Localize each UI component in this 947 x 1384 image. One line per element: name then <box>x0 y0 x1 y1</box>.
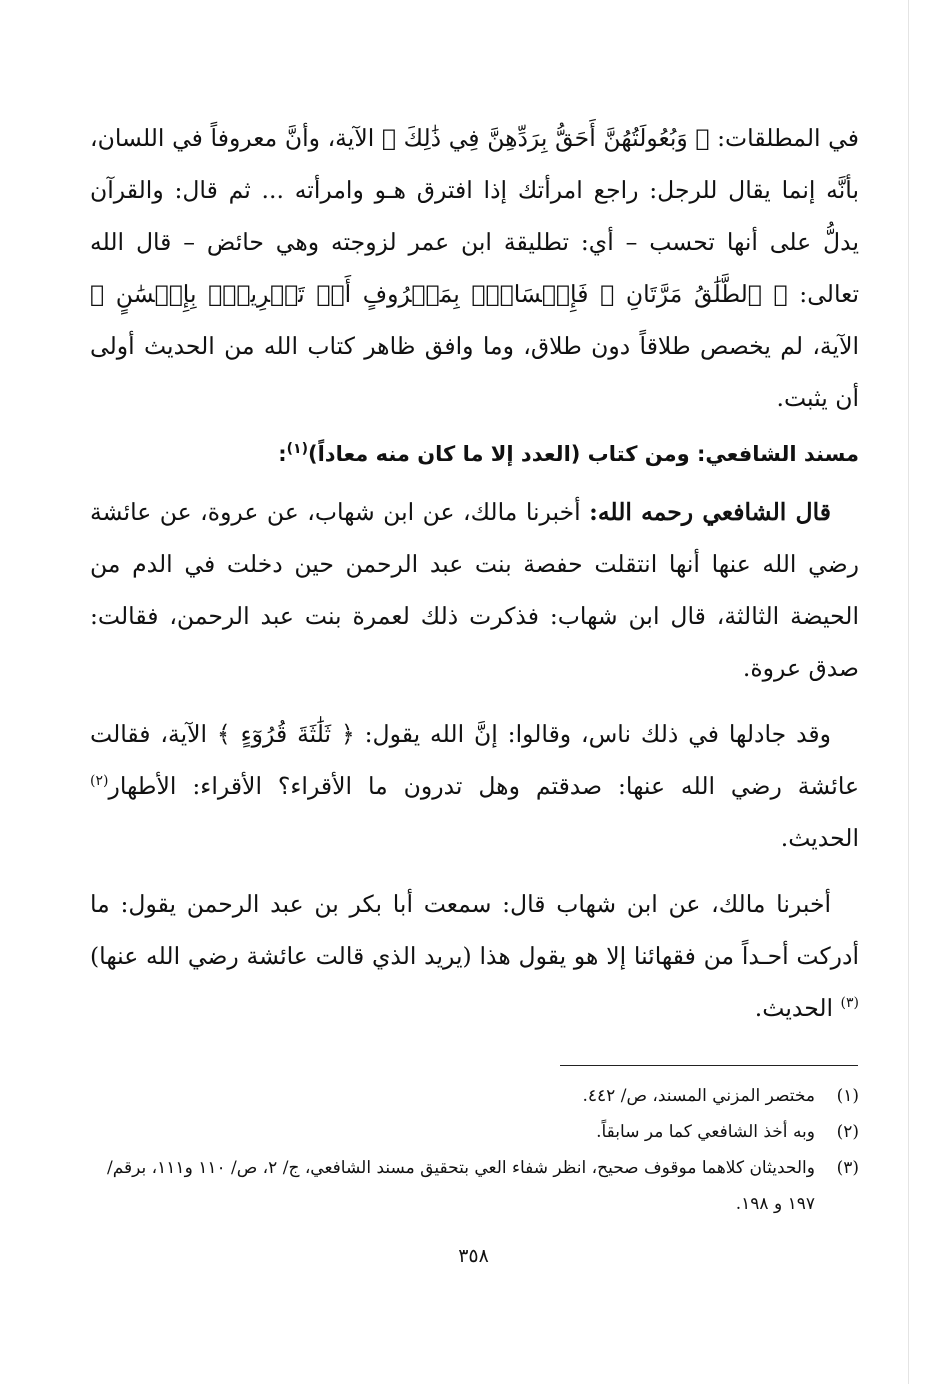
paragraph-3-text-a: وقد جادلها في ذلك ناس، وقالوا: إنَّ الله يقول: ﴿ ثَلَٰثَةَ قُرُوٓءٍ ﴾ الآية، فقالت عائشة رضي الله عنها: صدقتم وهل تدرون ما الأقراء؟ الأقراء: الأطهار <box>90 720 859 800</box>
footnote-item <box>90 1114 859 1150</box>
paragraph-gap <box>90 864 859 878</box>
footnote-separator <box>560 1065 858 1066</box>
footnote-number: (٢) <box>836 1122 859 1142</box>
paragraph-4 <box>90 878 859 1034</box>
heading-text: مسند الشافعي: ومن كتاب (العدد إلا ما كان منه معاداً) <box>308 442 859 466</box>
paragraph-2-text: أخبرنا مالك، عن ابن شهاب، عن عروة، عن عائشة رضي الله عنها أنها انتقلت حفصة بنت عبد الرحمن حين دخلت في الدم من الحيضة الثالثة، قال ابن شهاب: فذكرت ذلك لعمرة بنت عبد الرحمن، فقالت: صدق عروة. <box>90 498 859 682</box>
footnote-ref-1: (١) <box>286 441 308 457</box>
main-text <box>90 112 859 1034</box>
footnote-number: (١) <box>836 1086 859 1106</box>
paragraph-3-text-b: الحديث. <box>780 824 859 852</box>
paragraph-2-lead: قال الشافعي رحمه الله: <box>589 498 831 526</box>
footnote-text: وبه أخذ الشافعي كما مر سابقاً. <box>596 1122 815 1142</box>
page-edge-line <box>908 0 909 1384</box>
paragraph-4-text-b: الحديث. <box>754 994 841 1022</box>
paragraph-1: في المطلقات: ﴿ وَبُعُولَتُهُنَّ أَحَقُّ بِرَدِّهِنَّ فِي ذَٰلِكَ ﴾ الآية، وأنَّ معروفاً في اللسان، بأنَّه إنما يقال للرجل: راجع امرأتك إذا افترق هـو وامرأته ... ثم قال: والقرآن يدلُّ على أنها تحسب – أي: تطليقة ابن عمر لزوجته وهي حائض – قال الله تعالى: ﴿ ٱلطَّلَٰقُ مَرَّتَانِ ۖ فَإِمۡسَاكُۢ بِمَعۡرُوفٍ أَوۡ تَسۡرِيحُۢ بِإِحۡسَٰنٍ ﴾ الآية، لم يخصص طلاقاً دون طلاق، وما وافق ظاهر كتاب الله من الحديث أولى أن يثبت. <box>90 124 859 412</box>
page-number: ٣٥٨ <box>458 1245 489 1267</box>
footnote-ref-2: (٢) <box>90 773 109 790</box>
section-heading <box>90 432 859 476</box>
footnote-number: (٣) <box>836 1158 859 1178</box>
paragraph-gap <box>90 694 859 708</box>
paragraph-4-text-a: أخبرنا مالك، عن ابن شهاب قال: سمعت أبا بكر بن عبد الرحمن يقول: ما أدركت أحـداً من فقهائنا إلا هو يقول هذا (يريد الذي قالت عائشة رضي الله عنها) <box>90 890 859 970</box>
footnotes <box>90 1078 859 1222</box>
footnote-text: والحديثان كلاهما موقوف صحيح، انظر شفاء العي بتحقيق مسند الشافعي، ج/ ٢، ص/ ١١٠ و١١١، برقم/ ١٩٧ و ١٩٨. <box>106 1158 815 1214</box>
heading-colon: : <box>278 442 287 466</box>
footnote-ref-3: (٣) <box>840 995 859 1012</box>
paragraph-3 <box>90 708 859 864</box>
footnote-item <box>90 1150 859 1222</box>
footnote-item <box>90 1078 859 1114</box>
paragraph-2 <box>90 486 859 694</box>
footnote-text: مختصر المزني المسند، ص/ ٤٤٢. <box>582 1086 815 1106</box>
